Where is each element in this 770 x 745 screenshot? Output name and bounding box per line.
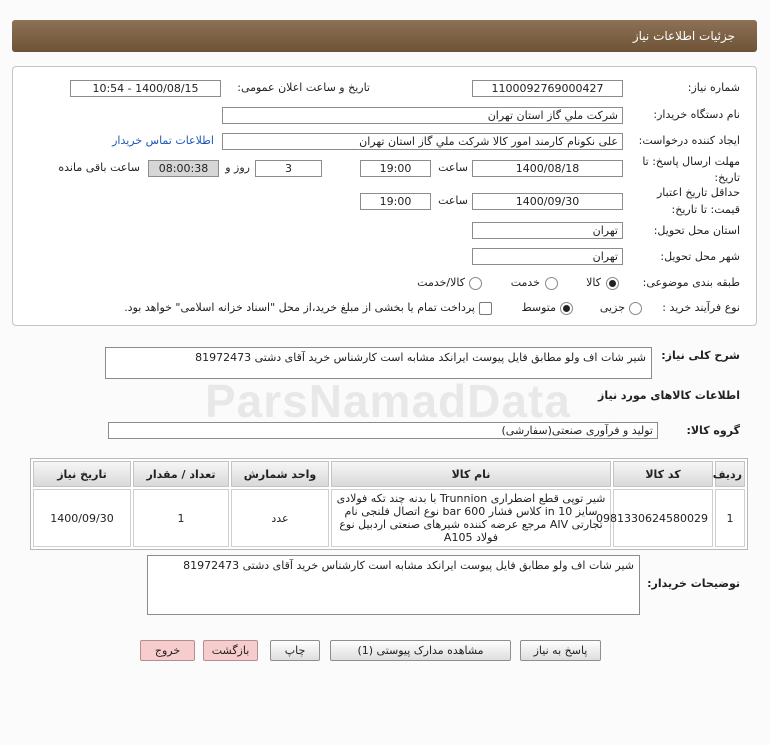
announce-datetime-label: تاریخ و ساعت اعلان عمومی: bbox=[237, 81, 370, 94]
need-description-label: شرح کلی نیاز: bbox=[661, 349, 740, 362]
table-row bbox=[33, 489, 745, 547]
radio-category-goods-service[interactable] bbox=[469, 277, 482, 290]
buyer-notes-text[interactable]: شیر شات اف ولو مطابق فایل پیوست ایرانکد مشابه است کارشناس خرید آقای دشتی 81972473 bbox=[147, 555, 640, 615]
cell-item-code: 0981330624580029 bbox=[613, 489, 713, 547]
price-validity-time-field[interactable]: 19:00 bbox=[360, 193, 431, 210]
remaining-time-field[interactable]: 08:00:38 bbox=[148, 160, 219, 177]
parsnamad-watermark: ParsNamadData bbox=[205, 375, 571, 427]
buyer-org-field[interactable]: شرکت ملي گاز استان تهران bbox=[222, 107, 623, 124]
reply-deadline-time-field[interactable]: 19:00 bbox=[360, 160, 431, 177]
view-attachments-button[interactable]: مشاهده مدارک پیوستی (1) bbox=[330, 640, 511, 661]
need-number-label: شماره نیاز: bbox=[687, 81, 740, 94]
price-validity-label-line2: قیمت: تا تاریخ: bbox=[671, 203, 740, 216]
page-header-bar bbox=[12, 20, 757, 52]
col-header-unit: واحد شمارش bbox=[231, 461, 329, 487]
print-button[interactable]: چاپ bbox=[270, 640, 320, 661]
radio-process-medium[interactable] bbox=[560, 302, 573, 315]
radio-process-medium-label: متوسط bbox=[521, 301, 556, 314]
buyer-contact-link[interactable]: اطلاعات تماس خریدار bbox=[112, 134, 214, 147]
col-header-item-name: نام کالا bbox=[331, 461, 611, 487]
remaining-days-label: روز و bbox=[225, 161, 250, 174]
col-header-item-code: کد کالا bbox=[613, 461, 713, 487]
need-description-text[interactable]: شیر شات اف ولو مطابق فایل پیوست ایرانکد مشابه است کارشناس خرید آقای دشتی 81972473 bbox=[105, 347, 652, 379]
price-validity-time-label: ساعت bbox=[438, 194, 468, 207]
reply-deadline-label-line1: مهلت ارسال پاسخ: تا bbox=[642, 155, 740, 168]
cell-item-name: شیر توپی قطع اضطراری Trunnion با بدنه چند تکه فولادی سایز 10 in کلاس فشار 600 bar نوع اتصال فلنجی نام تجارتی AIV مرجع عرضه کننده شیرهای صنعتی اردبیل نوع فولاد A105 bbox=[331, 489, 611, 547]
radio-category-service[interactable] bbox=[545, 277, 558, 290]
delivery-city-field[interactable]: تهران bbox=[472, 248, 623, 265]
radio-process-minor[interactable] bbox=[629, 302, 642, 315]
radio-category-goods-service-label: کالا/خدمت bbox=[417, 276, 465, 289]
radio-category-goods[interactable] bbox=[606, 277, 619, 290]
goods-group-field[interactable]: تولید و فرآوری صنعتی(سفارشی) bbox=[108, 422, 658, 439]
reply-deadline-label-line2: تاریخ: bbox=[714, 171, 740, 184]
treasury-bonds-label: پرداخت تمام یا بخشی از مبلغ خرید،از محل "اسناد خزانه اسلامی" خواهد بود. bbox=[124, 301, 475, 314]
buyer-notes-label: توضیحات خریدار: bbox=[647, 577, 740, 590]
back-button[interactable]: بازگشت bbox=[203, 640, 258, 661]
radio-process-minor-label: جزیی bbox=[599, 301, 625, 314]
cell-unit: عدد bbox=[231, 489, 329, 547]
reply-to-need-button[interactable]: پاسخ به نیاز bbox=[520, 640, 601, 661]
requester-field[interactable]: علی نکونام کارمند امور کالا شرکت ملي گاز استان تهران bbox=[222, 133, 623, 150]
goods-table-header-row bbox=[33, 461, 745, 487]
reply-deadline-time-label: ساعت bbox=[438, 161, 468, 174]
col-header-need-date: تاریخ نیاز bbox=[33, 461, 131, 487]
reply-deadline-date-field[interactable]: 1400/08/18 bbox=[472, 160, 623, 177]
requester-label: ایجاد کننده درخواست: bbox=[638, 134, 740, 147]
col-header-quantity: تعداد / مقدار bbox=[133, 461, 229, 487]
remaining-days-field[interactable]: 3 bbox=[255, 160, 322, 177]
radio-category-service-label: خدمت bbox=[510, 276, 540, 289]
delivery-city-label: شهر محل تحویل: bbox=[660, 250, 740, 263]
need-number-field[interactable]: 1100092769000427 bbox=[472, 80, 623, 97]
page-title: جزئیات اطلاعات نیاز bbox=[632, 29, 735, 43]
subject-category-label: طبقه بندی موضوعی: bbox=[642, 276, 740, 289]
delivery-province-field[interactable]: تهران bbox=[472, 222, 623, 239]
remaining-time-label: ساعت باقی مانده bbox=[58, 161, 140, 174]
price-validity-label-line1: حداقل تاریخ اعتبار bbox=[656, 186, 740, 199]
purchase-process-label: نوع فرآیند خرید : bbox=[662, 301, 740, 314]
price-validity-date-field[interactable]: 1400/09/30 bbox=[472, 193, 623, 210]
announce-datetime-field[interactable]: 1400/08/15 - 10:54 bbox=[70, 80, 221, 97]
cell-row-number: 1 bbox=[715, 489, 745, 547]
col-header-row-number: ردیف bbox=[715, 461, 745, 487]
buyer-org-label: نام دستگاه خریدار: bbox=[653, 108, 740, 121]
goods-section-title: اطلاعات کالاهای مورد نیاز bbox=[598, 389, 740, 402]
exit-button[interactable]: خروج bbox=[140, 640, 195, 661]
radio-category-goods-label: کالا bbox=[586, 276, 601, 289]
goods-table bbox=[30, 458, 748, 550]
cell-quantity: 1 bbox=[133, 489, 229, 547]
goods-group-label: گروه کالا: bbox=[686, 424, 740, 437]
cell-need-date: 1400/09/30 bbox=[33, 489, 131, 547]
delivery-province-label: استان محل تحویل: bbox=[653, 224, 740, 237]
treasury-bonds-checkbox[interactable] bbox=[479, 302, 492, 315]
